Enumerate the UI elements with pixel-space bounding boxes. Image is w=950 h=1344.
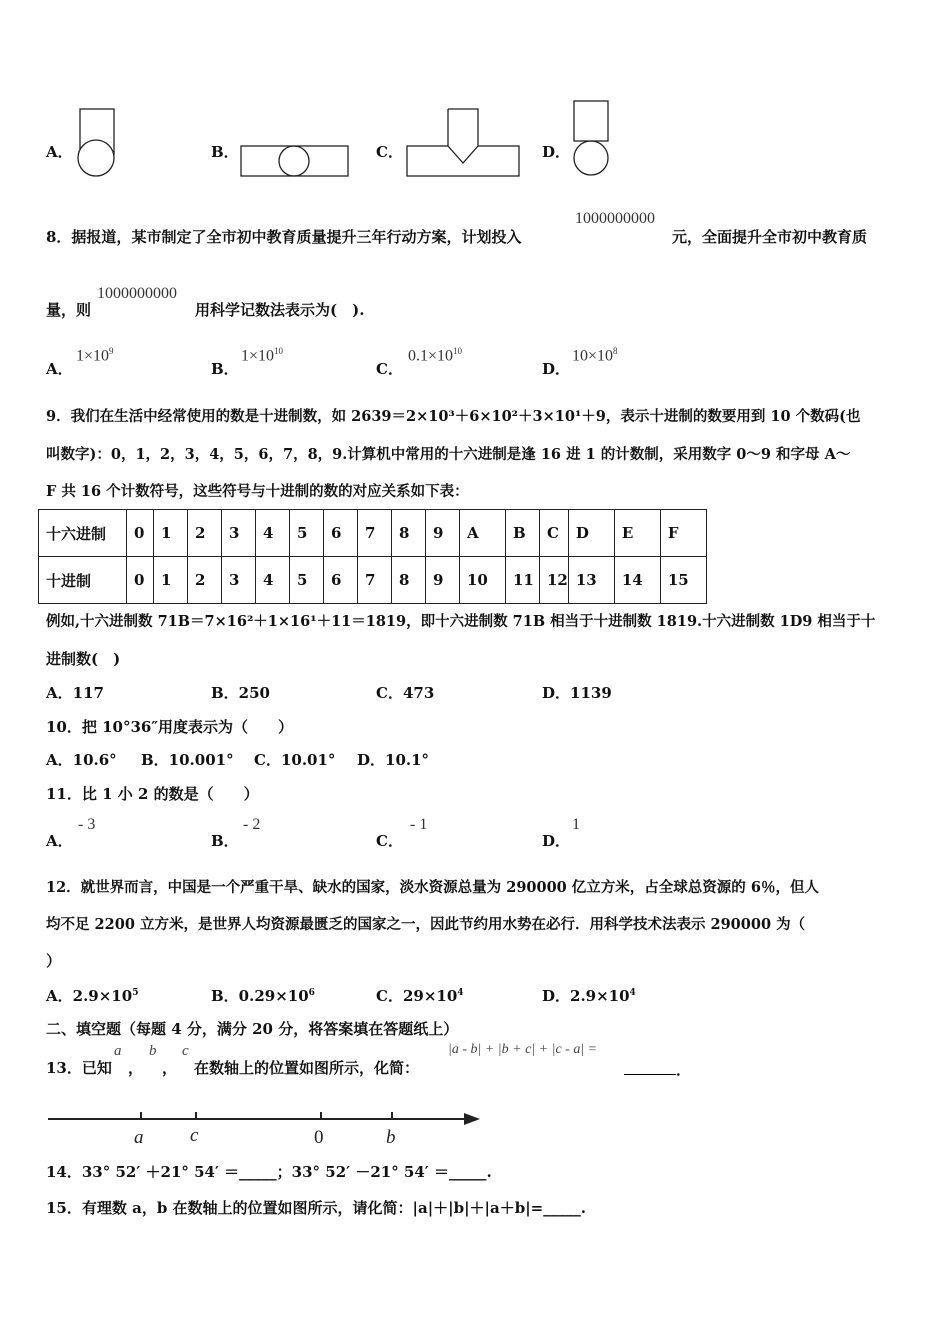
q8-line2-prefix: 量，则 xyxy=(46,301,92,319)
table-cell: 7 xyxy=(358,557,392,604)
q13-var-a: a xyxy=(114,1043,122,1059)
table-cell: 6 xyxy=(324,557,358,604)
q9-option-d: D．1139 xyxy=(542,684,612,702)
table-cell: 8 xyxy=(392,557,426,604)
table-cell: 15 xyxy=(660,557,706,604)
q11-option-d-value: 1 xyxy=(572,816,580,833)
q13-expression: |a - b| + |b + c| + |c - a| = xyxy=(448,1042,598,1057)
table-cell: 5 xyxy=(290,510,324,557)
table-cell: 14 xyxy=(614,557,660,604)
q8-option-b-value: $1\times 10^{10}$ xyxy=(241,346,284,365)
axis-label-b: b xyxy=(386,1127,396,1148)
q8-option-b-label: B． xyxy=(211,360,239,378)
q8-line1-prefix: 8．据报道，某市制定了全市初中教育质量提升三年行动方案，计划投入 xyxy=(46,228,522,246)
hex-decimal-table xyxy=(38,509,707,604)
q12-option-a: A．$2.9\times 10^5$ xyxy=(46,987,139,1005)
table-row xyxy=(39,510,707,557)
q9-line2: 叫数字)：0，1，2，3，4，5，6，7，8，9.计算机中常用的十六进制是逢 16 进 1 的计数制，采用数字 0～9 和字母 A～ xyxy=(46,446,851,463)
q9-line5: 进制数( ) xyxy=(46,650,121,668)
q7-option-c-label: C． xyxy=(376,143,403,161)
table-cell: 0 xyxy=(127,510,154,557)
table-cell: B xyxy=(506,510,540,557)
q9-option-b: B．250 xyxy=(211,684,270,702)
q11-option-a-label: A． xyxy=(46,832,73,850)
q13-var-b: b xyxy=(149,1043,157,1059)
table-cell: 4 xyxy=(256,557,290,604)
q7-option-b-figure xyxy=(238,140,352,180)
q7-option-d-label: D． xyxy=(542,143,571,161)
table-cell: E xyxy=(614,510,660,557)
table-cell: F xyxy=(660,510,706,557)
q8-option-d-label: D． xyxy=(542,360,571,378)
table-cell: 十六进制 xyxy=(39,510,127,557)
q8-amount-2: 1000000000 xyxy=(97,285,177,302)
q10-option-d: D．10.1° xyxy=(357,751,430,769)
table-cell: 3 xyxy=(222,510,256,557)
q12-line2: 均不足 2200 立方米，是世界人均资源最匮乏的国家之一，因此节约用水势在必行．用科学技术法表示 290000 为（ xyxy=(46,916,806,933)
q11-option-c-label: C． xyxy=(376,832,403,850)
axis-label-a: a xyxy=(134,1127,144,1148)
q11-option-b-label: B． xyxy=(211,832,239,850)
q7-option-a-label: A． xyxy=(46,143,73,161)
section-2-heading: 二、填空题（每题 4 分，满分 20 分，将答案填在答题纸上） xyxy=(46,1020,459,1038)
q10-option-a: A．10.6° xyxy=(46,751,117,769)
table-cell: A xyxy=(460,510,506,557)
table-row xyxy=(39,557,707,604)
q9-line1: 9．我们在生活中经常使用的数是十进制数，如 2639＝2×10³＋6×10²＋3×10¹＋9，表示十进制的数要用到 10 个数码(也 xyxy=(46,408,861,425)
q7-option-b-label: B． xyxy=(211,143,239,161)
axis-label-zero: 0 xyxy=(314,1127,324,1148)
table-cell: 11 xyxy=(506,557,540,604)
table-cell: 0 xyxy=(127,557,154,604)
q10-stem: 10．把 10°36″用度表示为（ ） xyxy=(46,718,294,736)
table-cell: 1 xyxy=(154,557,188,604)
table-cell: 9 xyxy=(426,510,460,557)
q11-stem: 11．比 1 小 2 的数是（ ） xyxy=(46,785,259,803)
table-cell: 6 xyxy=(324,510,358,557)
q12-option-c: C．$29\times 10^4$ xyxy=(376,987,464,1005)
q13-comma-1: ， xyxy=(128,1059,144,1077)
table-cell: C xyxy=(540,510,569,557)
q8-amount: 1000000000 xyxy=(575,210,655,227)
q12-line1: 12．就世界而言，中国是一个严重干旱、缺水的国家，淡水资源总量为 290000 亿立方米，占全球总资源的 6％，但人 xyxy=(46,879,819,896)
q8-option-c-label: C． xyxy=(376,360,403,378)
q11-option-a-value: - 3 xyxy=(78,816,96,833)
q9-option-c: C．473 xyxy=(376,684,435,702)
table-cell: 2 xyxy=(188,557,222,604)
q8-option-a-label: A． xyxy=(46,360,73,378)
q9-line3: F 共 16 个计数符号，这些符号与十进制的数的对应关系如下表： xyxy=(46,483,469,500)
q12-line3: ） xyxy=(46,952,62,970)
q13-middle: 在数轴上的位置如图所示，化简： xyxy=(194,1059,420,1077)
q13-prefix: 13．已知 xyxy=(46,1059,112,1077)
q11-option-d-label: D． xyxy=(542,832,571,850)
table-cell: 8 xyxy=(392,510,426,557)
q13-comma-2: ， xyxy=(162,1059,178,1077)
q11-option-b-value: - 2 xyxy=(243,816,261,833)
q13-answer-blank[interactable]: ． xyxy=(624,1059,691,1080)
table-cell: 13 xyxy=(568,557,614,604)
q14-text: 14．33° 52′ ＋21° 54′ ＝_____；33° 52′ －21° 54′ ＝_____. xyxy=(46,1163,492,1181)
q9-option-a: A．117 xyxy=(46,684,104,702)
table-cell: 3 xyxy=(222,557,256,604)
q8-option-c-value: $0.1\times 10^{10}$ xyxy=(408,346,463,365)
q8-line1-suffix: 元，全面提升全市初中教育质 xyxy=(672,228,868,246)
table-cell: 10 xyxy=(460,557,506,604)
q10-option-b: B．10.001° xyxy=(141,751,234,769)
q7-option-a-figure xyxy=(74,106,120,178)
q7-option-c-figure xyxy=(404,106,524,180)
q13-var-c: c xyxy=(182,1043,189,1059)
axis-label-c: c xyxy=(190,1125,199,1146)
table-cell: 7 xyxy=(358,510,392,557)
q13-number-line xyxy=(44,1102,484,1152)
table-cell: 9 xyxy=(426,557,460,604)
table-cell: 2 xyxy=(188,510,222,557)
q12-option-d: D．$2.9\times 10^4$ xyxy=(542,987,636,1005)
q10-option-c: C．10.01° xyxy=(254,751,336,769)
table-cell: 12 xyxy=(540,557,569,604)
q12-option-b: B．$0.29\times 10^6$ xyxy=(211,987,315,1005)
q8-option-d-value: $10\times 10^8$ xyxy=(572,346,618,365)
q7-option-d-figure xyxy=(568,98,614,180)
q15-text: 15．有理数 a，b 在数轴上的位置如图所示，请化简：|a|＋|b|＋|a＋b|=_____. xyxy=(46,1199,586,1217)
q9-line4: 例如,十六进制数 71B＝7×16²＋1×16¹＋11＝1819，即十六进制数 71B 相当于十进制数 1819.十六进制数 1D9 相当于十 xyxy=(46,613,876,630)
table-cell: 十进制 xyxy=(39,557,127,604)
table-cell: D xyxy=(568,510,614,557)
table-cell: 1 xyxy=(154,510,188,557)
q11-option-c-value: - 1 xyxy=(410,816,428,833)
q8-option-a-value: $1\times 10^9$ xyxy=(76,346,114,365)
table-cell: 5 xyxy=(290,557,324,604)
q8-line2-suffix: 用科学记数法表示为( ). xyxy=(195,301,365,319)
table-cell: 4 xyxy=(256,510,290,557)
